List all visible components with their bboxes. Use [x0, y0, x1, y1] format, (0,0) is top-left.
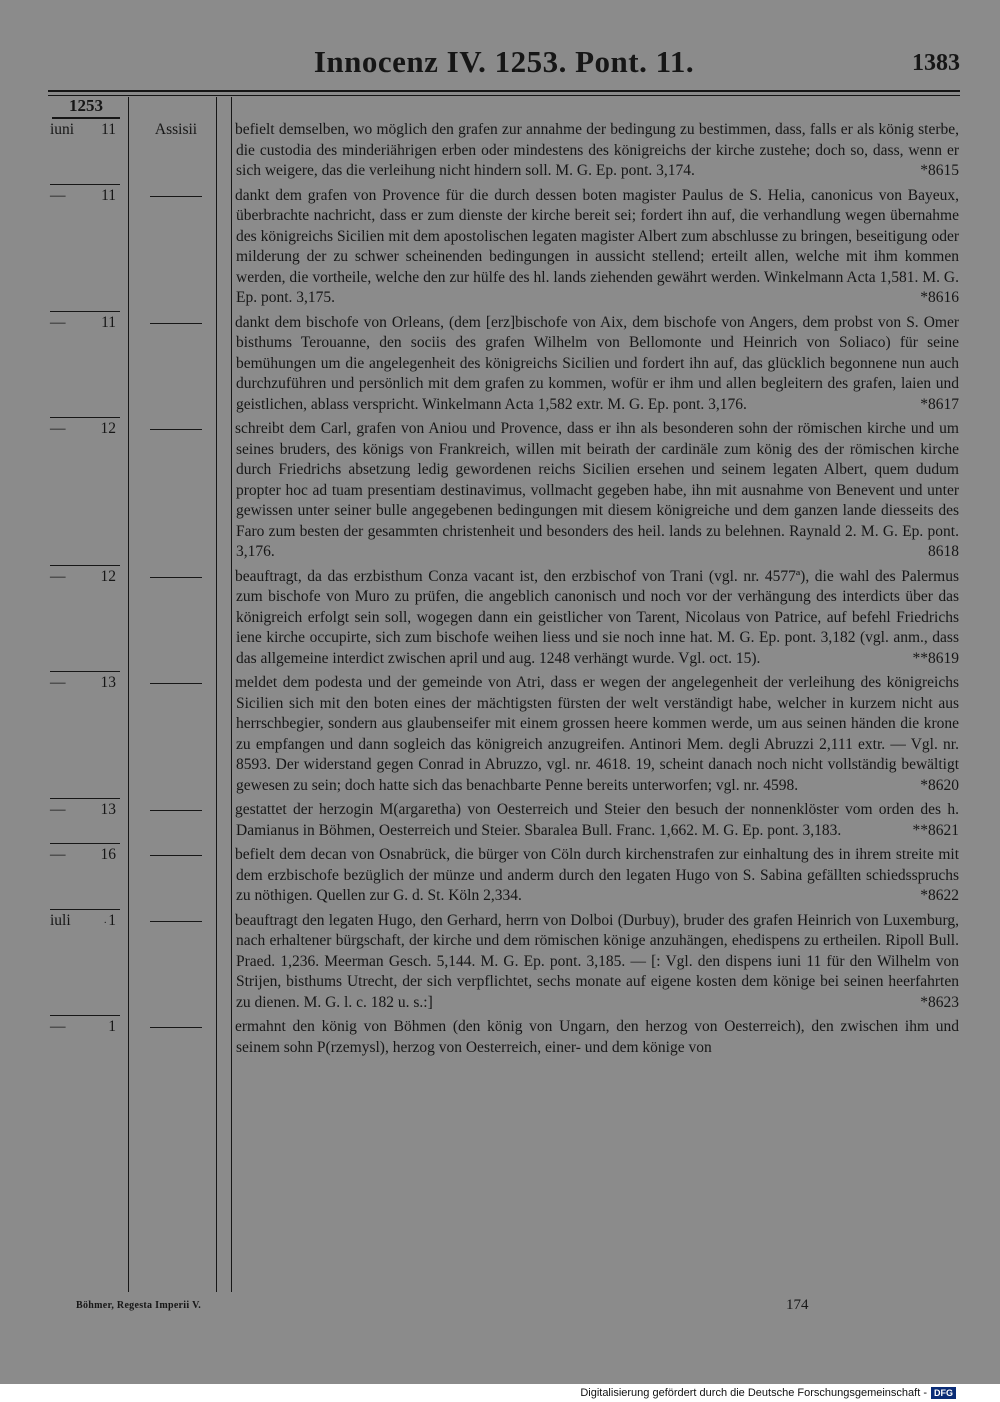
- header-rule: [48, 90, 960, 92]
- entry-separator: [50, 311, 120, 312]
- entry-place: [136, 845, 216, 856]
- entry-date: [50, 419, 116, 440]
- entry-separator: [50, 909, 120, 910]
- footer-page-number: 174: [786, 1297, 809, 1313]
- page-number: 1383: [912, 50, 960, 76]
- entry-place: [136, 800, 216, 811]
- header-rule-thin: [48, 95, 960, 96]
- entry-date: [50, 567, 116, 588]
- entry-separator: [50, 184, 120, 185]
- page-header: [48, 44, 960, 88]
- entry-date: [50, 1017, 116, 1038]
- regest-number: **8619: [912, 649, 959, 667]
- entry-text: [236, 120, 959, 184]
- entry-date: [50, 120, 116, 141]
- entry-day: 12: [100, 567, 116, 585]
- entry-text: [236, 313, 959, 418]
- entry-month: iuni: [50, 121, 75, 138]
- entry-text-body: dankt dem grafen von Provence für die durch dessen boten magister Paulus de S. Helia, canonicus von Bayeux, überbrachte nachricht, dass er zum dienste der kirche bereit sei; fordert ihn auf, die verhandlung wegen übernahme des königreichs Sicilien mit dem apostolischen legaten magister Albert zum abschlusse zu bringen, beseitigung oder milderung der zu schwer scheinenden bedingungen in aussicht stellend; erteilt allen, welche mit ihm kommen werden, die vortheile, welche den zur hülfe des hl. lands ziehenden gewährt werden. Winkelmann Acta 1,581. M. G. Ep. pont. 3,175.: [235, 186, 959, 306]
- regest-number: *8617: [920, 395, 959, 413]
- entry-place: Assisii: [154, 121, 198, 138]
- digitization-credit: [580, 1386, 956, 1400]
- entry-text-body: beauftragt, da das erzbisthum Conza vacant ist, den erzbischof von Trani (vgl. nr. 4577ª), die wahl des Palermus zum bischofe von Muro zu prüfen, die angeblich canonisch und noch vor der verhängung des interdicts über das königreich erfolgt sein soll, wogegen dann ein geistlicher von Tarent, Nicolaus von Patrice, auf befehl Friedrichs iene kirche occupirte, sich zum bischofe weihen liess und sie noch inne hat. M. G. Ep. pont. 3,182 (vgl. anm., dass das allgemeine interdict zwischen april und aug. 1248 verhängt wurde. Vgl. oct. 15).: [235, 567, 959, 667]
- regest-entry: [0, 186, 1000, 311]
- dfg-logo: DFG: [931, 1387, 956, 1399]
- year-heading: 1253: [52, 95, 120, 119]
- entry-place: [136, 567, 216, 578]
- entry-text-body: dankt dem bischofe von Orleans, (dem [erz]bischofe von Aix, dem bischofe von Angers, dem probst von S. Omer bisthums Terouanne, den sociis des grafen Wilhelm von Bellomonte und Heinrich von Soliaco) für seine bemühungen um die angelegenheit des königreichs Sicilien und fordert ihn auf, das glücklich begonnene nun auch durchzuführen und persönlich mit dem grafen zu kommen, wofür er ihm und allen begleitern des grafen, laien und geistlichen, ablass verspricht. Winkelmann Acta 1,582 extr. M. G. Ep. pont. 3,176.: [235, 313, 959, 413]
- entry-text: [236, 845, 959, 909]
- entry-day: 11: [101, 121, 116, 138]
- entry-text-body: schreibt dem Carl, grafen von Aniou und Provence, dass er ihn als besonderen sohn der römischen kirche und um seines bruders, des königs von Frankreich, willen mit beirath der cardinäle zum könig des der römischen kirche durch Friedrichs absetzung ledig gewordenen reichs Sicilien ersehen und seinem legaten Albert, quem dudum propter hoc ad tuam presentiam destinavimus, vollmacht gegeben habe, ihn mit ausnahme von Benevent und unter gewissen unter seiner bulle angegebenen bedingungen mit diesem königreiche und dem ganzen lande diesseits des Faro zum besten der gesammten christenheit und besonders des heil. lands zu belehnen. Raynald 2. M. G. Ep. pont. 3,176.: [235, 420, 959, 560]
- entry-month: —: [50, 1018, 66, 1035]
- entry-place: [136, 1017, 216, 1028]
- entry-month: —: [50, 186, 66, 204]
- entry-separator: [50, 671, 120, 672]
- regest-entry: [0, 313, 1000, 418]
- entry-separator: [50, 417, 120, 418]
- regest-entry: [0, 1017, 1000, 1060]
- entry-text: [236, 800, 959, 843]
- entry-day: 13: [100, 801, 116, 818]
- regest-entry: [0, 567, 1000, 672]
- entry-text: [236, 1017, 959, 1060]
- entry-separator: [50, 798, 120, 799]
- entry-text: [236, 911, 959, 1016]
- regest-entry: [0, 800, 1000, 843]
- regest-list: [0, 120, 1000, 1060]
- entry-text-body: ermahnt den könig von Böhmen (den könig von Ungarn, den herzog von Oesterreich), den zwischen ihm und seinem sohn P(rzemysl), herzog von Oesterreich, einer- und dem könige von: [235, 1018, 959, 1056]
- regest-number: *8623: [920, 993, 959, 1011]
- entry-separator: [50, 843, 120, 844]
- entry-day: 13: [100, 674, 116, 691]
- regest-entry: [0, 120, 1000, 184]
- regest-number: *8620: [920, 776, 959, 794]
- entry-month: —: [50, 846, 66, 863]
- entry-separator: [50, 1015, 120, 1016]
- entry-month: iuli: [50, 911, 71, 929]
- entry-date: [50, 313, 116, 334]
- entry-day: 1: [108, 911, 116, 929]
- entry-day: 12: [100, 420, 116, 437]
- regest-number: *8615: [920, 162, 959, 179]
- regest-entry: [0, 673, 1000, 798]
- entry-place: [136, 911, 216, 922]
- entry-text: [236, 419, 959, 565]
- entry-date: [50, 845, 116, 866]
- regest-number: **8621: [912, 821, 959, 839]
- entry-date: [50, 673, 116, 694]
- regest-entry: [0, 911, 1000, 1016]
- entry-month: —: [50, 674, 66, 691]
- entry-month: —: [50, 801, 66, 818]
- entry-text-body: befielt dem decan von Osnabrück, die bürger von Cöln durch kirchenstrafen zur einhaltung des in ihrem streite mit dem erzbischofe bezüglich der münze und anderm durch den legaten Hugo von S. Sabina gefällten schiedsspruchs zu nöthigen. Quellen zur G. d. St. Köln 2,334.: [235, 846, 959, 904]
- footer-source: Böhmer, Regesta Imperii V.: [76, 1300, 202, 1311]
- credit-text: Digitalisierung gefördert durch die Deutsche Forschungsgemeinschaft -: [580, 1387, 927, 1399]
- entry-day: 1: [108, 1018, 116, 1035]
- entry-month: —: [50, 567, 66, 585]
- entry-text: [236, 186, 959, 311]
- entry-day: 11: [101, 186, 116, 204]
- running-title: Innocenz IV. 1253. Pont. 11.: [313, 44, 695, 79]
- entry-month: —: [50, 313, 66, 331]
- entry-place: [136, 313, 216, 324]
- entry-day: 11: [101, 313, 116, 331]
- regest-number: 8618: [928, 543, 959, 560]
- entry-text-body: gestattet der herzogin M(argaretha) von Oesterreich und Steier den besuch der nonnenklöster vom orden des h. Damianus in Böhmen, Oesterreich und Steier. Sbaralea Bull. Franc. 1,662. M. G. Ep. pont. 3,183.: [235, 801, 959, 839]
- margin-dot: .: [104, 915, 107, 926]
- entry-text-body: befielt demselben, wo möglich den grafen zur annahme der bedingung zu bestimmen, dass, falls er als könig sterbe, die custodia des minderiährigen erben oder mindestens des königreichs der kirche zustehe; doch so, dass, wenn er sich weigere, das die verleihung nicht hindern soll. M. G. Ep. pont. 3,174.: [235, 121, 959, 179]
- regest-number: *8616: [920, 289, 959, 306]
- entry-separator: [50, 565, 120, 566]
- entry-place: [136, 419, 216, 430]
- entry-text-body: meldet dem podesta und der gemeinde von Atri, dass er wegen der angelegenheit der verleihung des königreichs Sicilien sich mit den boten eines der mächtigsten fürsten der welt verständigt habe, welcher in kurzem nicht aus herrschbegier, sondern aus glaubenseifer mit einem grossen heere kommen werde, um aus seinen händen die krone zu empfangen und dann sogleich das königreich anzugreifen. Antinori Mem. degli Abruzzi 2,111 extr. — Vgl. nr. 8593. Der widerstand gegen Conrad in Abruzzo, vgl. nr. 4618. 19, scheint danach noch nicht vollständig bewältigt gewesen zu sein; doch hatte sich das benachbarte Penne bereits unterworfen; vgl. nr. 4598.: [235, 674, 959, 794]
- entry-place: [136, 186, 216, 197]
- entry-text-body: beauftragt den legaten Hugo, den Gerhard, herrn von Dolboi (Durbuy), bruder des grafen Heinrich von Luxemburg, nach erhaltener bürgschaft, der kirche und dem römischen könige anzuhängen, ehedispens zu ertheilen. Ripoll Bull. Praed. 1,236. Meerman Gesch. 5,144. M. G. Ep. pont. 3,185. — [: Vgl. den dispens iuni 11 für den Wilhelm von Strijen, bisthums Utrecht, der sich verpflichtet, sechs monate auf eigene kosten dem könige bei seinen heerfahrten zu dienen. M. G. l. c. 182 u. s.:]: [235, 911, 959, 1011]
- entry-day: 16: [100, 846, 116, 863]
- entry-text: [236, 673, 959, 798]
- entry-place: [136, 673, 216, 684]
- entry-date: [50, 800, 116, 821]
- regest-entry: [0, 845, 1000, 909]
- entry-month: —: [50, 420, 66, 437]
- entry-date: [50, 186, 116, 207]
- entry-text: [236, 567, 959, 672]
- regest-number: *8622: [920, 887, 959, 904]
- regest-entry: [0, 419, 1000, 565]
